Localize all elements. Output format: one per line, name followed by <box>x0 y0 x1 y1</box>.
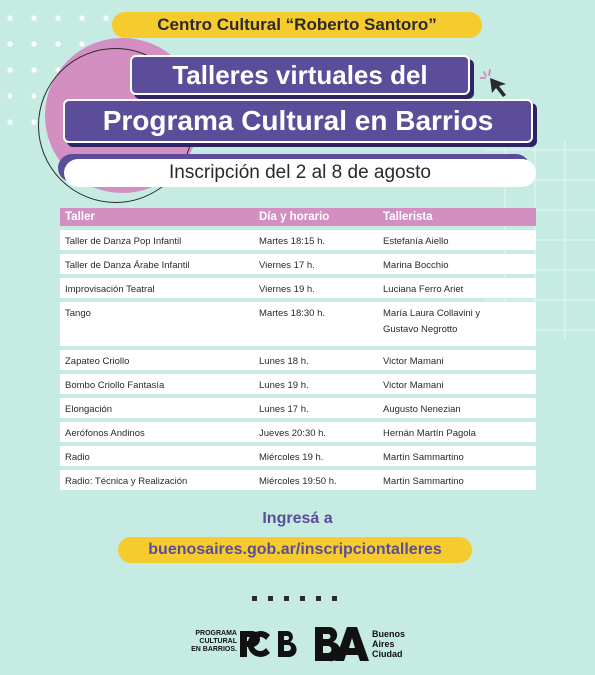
table-row <box>60 446 536 466</box>
cell-taller: Bombo Criollo Fantasía <box>65 380 165 391</box>
cell-taller: Radio: Técnica y Realización <box>65 476 188 487</box>
ba-city-text <box>372 629 432 659</box>
cell-taller: Taller de Danza Árabe Infantil <box>65 260 190 271</box>
cell-tallerista: Augusto Nenezian <box>383 404 461 415</box>
ba-logo-icon <box>313 625 371 663</box>
cell-horario: Viernes 19 h. <box>259 284 315 295</box>
inscription-dates: Inscripción del 2 al 8 de agosto <box>64 159 536 187</box>
cell-tallerista: Martín Sammartino <box>383 452 464 463</box>
cell-horario: Martes 18:15 h. <box>259 236 326 247</box>
center-name-label: Centro Cultural “Roberto Santoro” <box>112 12 482 38</box>
ingresa-label: Ingresá a <box>262 510 333 527</box>
cell-taller: Zapateo Criollo <box>65 356 130 367</box>
pcb-text-line: EN BARRIOS. <box>191 646 237 653</box>
cell-horario: Miércoles 19 h. <box>259 452 324 463</box>
header-taller: Taller <box>65 211 95 223</box>
workshops-table <box>60 208 536 494</box>
pcb-text-line: CULTURAL <box>199 638 237 645</box>
table-row <box>60 230 536 250</box>
cell-taller: Taller de Danza Pop Infantil <box>65 236 182 247</box>
cell-taller: Radio <box>65 452 90 463</box>
cell-tallerista: Victor Mamani <box>383 356 444 367</box>
cell-horario: Jueves 20:30 h. <box>259 428 327 439</box>
cell-tallerista: Marina Bocchio <box>383 260 449 271</box>
cell-tallerista: Hernán Martín Pagola <box>383 428 476 439</box>
pcb-program-text <box>177 630 237 654</box>
header-dia-horario: Día y horario <box>259 211 330 223</box>
dashes-decoration <box>252 596 344 602</box>
header-tallerista: Tallerista <box>383 211 433 223</box>
title-line-2: Programa Cultural en Barrios <box>63 99 533 143</box>
cell-tallerista: Luciana Ferro Ariet <box>383 284 464 295</box>
title-line-1: Talleres virtuales del <box>130 55 470 95</box>
table-row <box>60 422 536 442</box>
cell-tallerista: Martín Sammartino <box>383 476 464 487</box>
table-row <box>60 350 536 370</box>
table-row <box>60 278 536 298</box>
ba-text-line: Ciudad <box>372 649 403 659</box>
cell-taller: Improvisación Teatral <box>65 284 155 295</box>
cell-taller: Aerófonos Andinos <box>65 428 145 439</box>
cell-horario: Miércoles 19:50 h. <box>259 476 337 487</box>
pcb-text-line: PROGRAMA <box>195 630 237 637</box>
cell-taller: Tango <box>65 308 91 319</box>
table-row <box>60 398 536 418</box>
cell-horario: Martes 18:30 h. <box>259 308 326 319</box>
ba-text-line: Buenos <box>372 629 406 639</box>
cell-horario: Viernes 17 h. <box>259 260 315 271</box>
cell-tallerista: Victor Mamani <box>383 380 444 391</box>
cell-horario: Lunes 17 h. <box>259 404 309 415</box>
table-row <box>60 374 536 394</box>
cell-tallerista: Estefanía Aiello <box>383 236 449 247</box>
cell-horario: Lunes 19 h. <box>259 380 309 391</box>
cell-horario: Lunes 18 h. <box>259 356 309 367</box>
registration-link[interactable]: buenosaires.gob.ar/inscripciontalleres <box>118 537 472 563</box>
table-header <box>60 208 536 226</box>
pcb-logo-icon <box>238 627 298 661</box>
table-row <box>60 470 536 490</box>
cell-taller: Elongación <box>65 404 113 415</box>
table-row <box>60 254 536 274</box>
table-row <box>60 302 536 346</box>
cursor-icon <box>480 68 520 98</box>
cell-tallerista: María Laura Collavini y Gustavo Negrotto <box>383 308 481 335</box>
ba-text-line: Aires <box>372 639 395 649</box>
